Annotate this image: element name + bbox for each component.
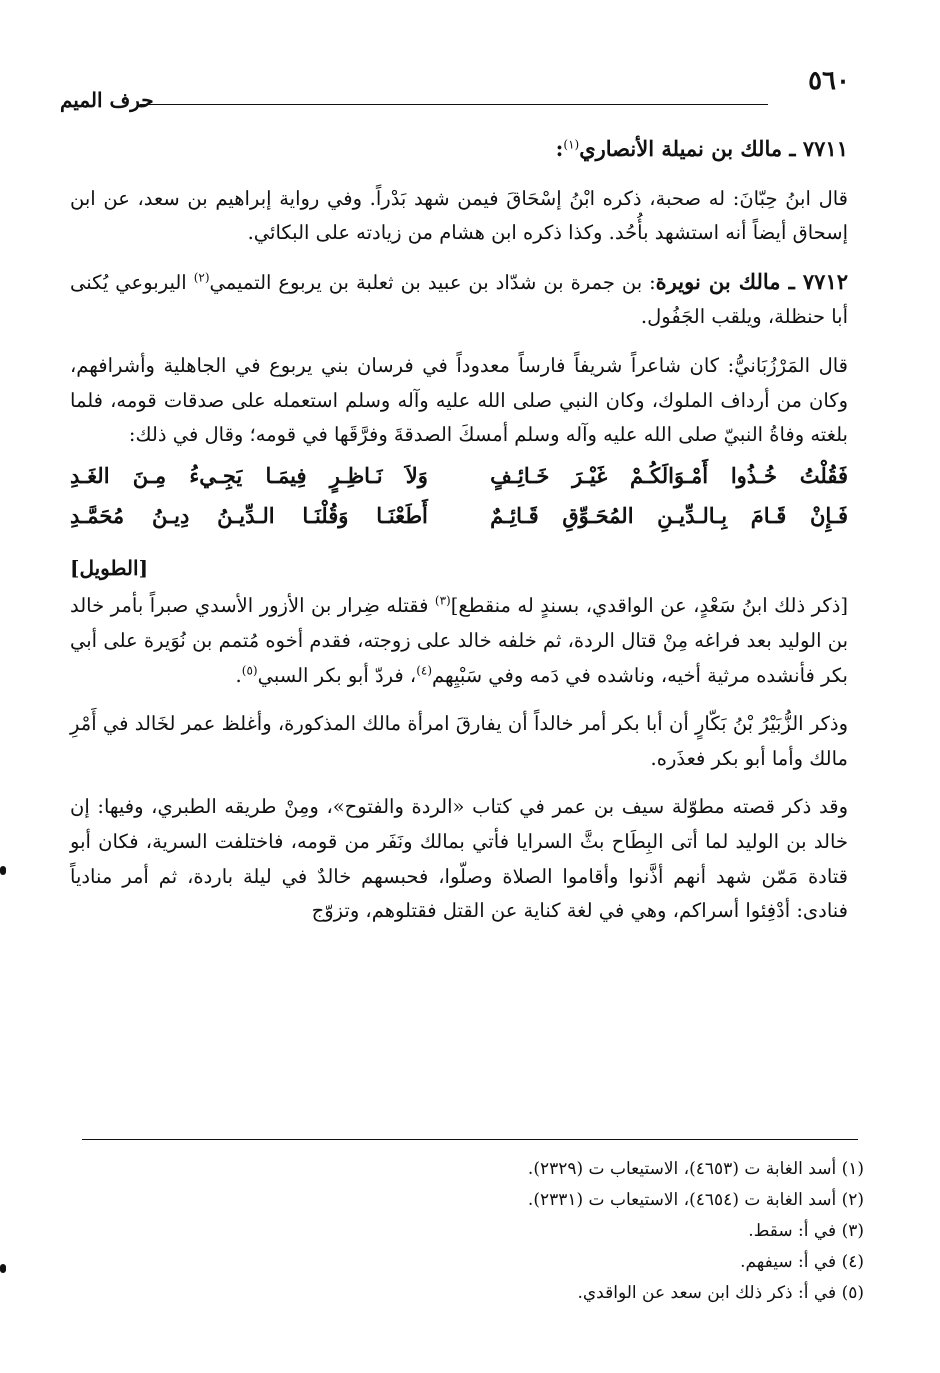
header-rule xyxy=(140,104,768,105)
waqidi-text-c: ، فردّ أبو بكر السبي xyxy=(257,663,417,687)
waqidi-text-a: [ذكر ذلك ابنُ سَعْدٍ، عن الواقدي، بسندٍ له منقطع] xyxy=(450,594,848,618)
entry-7712-lineage: : بن جمرة بن شدّاد بن عبيد بن ثعلبة بن يربوع التميمي xyxy=(209,270,656,294)
verse-2-first-hemistich: فَـإِنْ قَـامَ بِـالـدِّيـنِ المُحَـوِّقِ قَـائِـمٌ xyxy=(490,502,848,528)
poem-meter: [الطويل] xyxy=(70,555,149,580)
scan-edge-mark xyxy=(0,1264,6,1273)
entry-7712-title: ٧٧١٢ ـ مالك بن نويرة xyxy=(655,268,849,294)
footnote-ref-2[interactable]: (٢) xyxy=(193,270,210,285)
page-header xyxy=(60,66,850,110)
saif-paragraph: وقد ذكر قصته مطوّلة سيف بن عمر في كتاب «الردة والفتوح»، ومِنْ طريقه الطبري، وفيها: إن خالد بن الوليد لما أتى البِطَاح بثَّ السرايا فأتي بمالك ونَفَر من قومه، فاختلفت السرية، فكان أبو قتادة مَمّن شهد أنهم أذَّنوا وأقاموا الصلاة وصلّوا، فحبسهم خالدٌ في ليلة باردة، ثم أمر منادياً فنادى: أدْفِئوا أسراكم، وهي في لغة كناية عن القتل فقتلوهم، وتزوّج xyxy=(70,795,848,923)
entry-7711-colon: : xyxy=(555,136,564,161)
page-number: ٥٦٠ xyxy=(808,66,850,96)
footnote-4: (٤) في أ: سيفهم. xyxy=(740,1252,864,1272)
footnote-3: (٣) في أ: سقط. xyxy=(748,1221,864,1241)
footnote-ref-4[interactable]: (٤) xyxy=(416,663,433,678)
footnote-ref-1[interactable]: (١) xyxy=(563,137,580,152)
footnote-1: (١) أسد الغابة ت (٤٦٥٣)، الاستيعاب ت (٢٣٢٩). xyxy=(527,1159,864,1179)
waqidi-text-d: . xyxy=(235,663,242,687)
entry-7712-kunya: اليربوعي يُكنى أبا حنظلة، ويلقب الجَفُول. xyxy=(70,270,848,329)
footnote-rule xyxy=(82,1139,858,1140)
verse-2-second-hemistich: أَطَعْنَـا وَقُلْنَـا الـدِّيـنُ دِيـنُ مُحَمَّـدِ xyxy=(70,502,428,528)
main-text xyxy=(70,132,848,929)
footnotes xyxy=(528,1154,864,1309)
verse-1 xyxy=(70,459,848,494)
running-title: حرف الميم xyxy=(60,88,154,112)
verse-1-first-hemistich: فَقُلْتُ خُـذُوا أَمْـوَالَكُـمْ غَيْـرَ خَـائِـفٍ xyxy=(490,462,848,488)
footnote-5: (٥) في أ: ذكر ذلك ابن سعد عن الواقدي. xyxy=(577,1283,864,1303)
entry-7712-body xyxy=(70,265,848,335)
marzubani-paragraph: قال المَرْزُبَانيُّ: كان شاعراً شريفاً فارساً معدوداً في فرسان بني يربوع في الجاهلية وأشرافهم، وكان من أرداف الملوك، وكان النبي صلى الله عليه وآله وسلم استعمله على صدقات قومه، فلما بلغته وفاةُ النبيّ صلى الله عليه وآله وسلم أمسكَ الصدقةَ وفرَّقَها في قومه؛ وقال في ذلك: xyxy=(70,353,848,447)
waqidi-text-b: فقتله ضِرار بن الأزور الأسدي صبراً بأمر خالد بن الوليد بعد فراغه مِنْ قتال الردة، ثم خلفه خالد على زوجته، فقدم أخوه مُتمم بن نُوَيرة على أبي بكر فأنشده مرثية أخيه، وناشده في دَمه وفي سَبْيِهم xyxy=(70,594,848,687)
waqidi-paragraph xyxy=(70,589,848,693)
poem xyxy=(70,455,848,559)
footnote-ref-3[interactable]: (٣) xyxy=(434,593,451,608)
footnote-2: (٢) أسد الغابة ت (٤٦٥٤)، الاستيعاب ت (٢٣٣١). xyxy=(527,1190,864,1210)
entry-7711-heading xyxy=(70,132,848,168)
footnote-ref-5[interactable]: (٥) xyxy=(241,663,258,678)
entry-7711-title: ٧٧١١ ـ مالك بن نميلة الأنصاري xyxy=(579,136,848,161)
zubair-paragraph: وذكر الزُّبَيْرُ بْنُ بَكّارٍ أن أبا بكر أمر خالداً أن يفارقَ امرأة مالك المذكورة، وأغلظ عمر لخَالد في أَمْرِ مالك وأما أبو بكر فعذَره. xyxy=(70,712,848,770)
verse-1-second-hemistich: وَلاَ نَـاظِـرٍ فِيمَـا يَجِـيءُ مِـنَ الغَـدِ xyxy=(70,462,428,488)
verse-2 xyxy=(70,499,848,534)
scan-edge-mark xyxy=(0,866,6,875)
entry-7711-body: قال ابنُ حِبّانَ: له صحبة، ذكره ابْنُ إسْحَاقَ فيمن شهد بَدْراً. وفي رواية إبراهيم بن سعد، عن ابن إسحاق أيضاً أنه استشهد بأُحُد. وكذا ذكره ابن هشام من زيادته على البكائي. xyxy=(70,186,848,245)
